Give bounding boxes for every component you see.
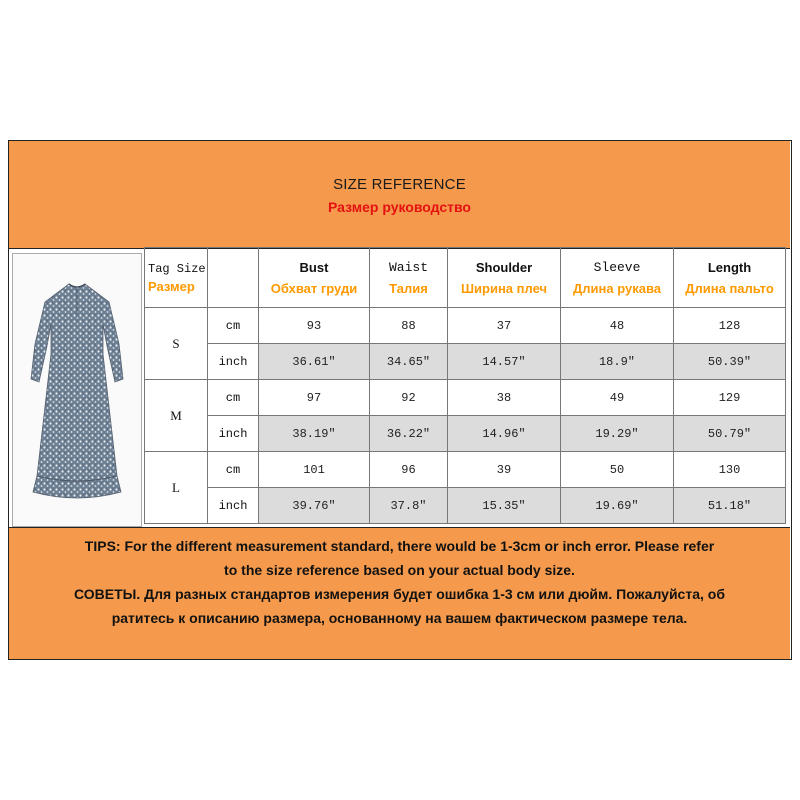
- tag-size-label: Tag Size: [148, 261, 206, 276]
- sleeve-inch: 18.9″: [561, 344, 674, 380]
- sleeve-inch: 19.29″: [561, 416, 674, 452]
- shoulder-inch: 14.96″: [448, 416, 561, 452]
- sleeve-inch: 19.69″: [561, 488, 674, 524]
- size-chart: [8, 140, 792, 660]
- col-label: Waist: [388, 259, 428, 275]
- tips-box: [9, 527, 790, 659]
- length-cm: 128: [674, 308, 786, 344]
- col-label-ru: Длина пальто: [685, 280, 774, 296]
- chart-header: [9, 141, 790, 249]
- table-row: [145, 308, 786, 344]
- waist-inch: 36.22″: [370, 416, 448, 452]
- col-label-ru: Ширина плеч: [460, 280, 548, 296]
- tips-line-1: TIPS: For the different measurement standard, there would be 1-3cm or inch error. Please refer: [84, 538, 715, 554]
- length-cm: 129: [674, 380, 786, 416]
- col-label: Sleeve: [593, 259, 641, 275]
- shoulder-cm: 38: [448, 380, 561, 416]
- length-cm: 130: [674, 452, 786, 488]
- size-label-m: M: [145, 380, 208, 452]
- table-row: [145, 488, 786, 524]
- unit-cm: cm: [208, 380, 259, 416]
- size-label-l: L: [145, 452, 208, 524]
- length-inch: 50.79″: [674, 416, 786, 452]
- tips-line-3-ru: СОВЕТЫ. Для разных стандартов измерения будет ошибка 1-3 см или дюйм. Пожалуйста, об: [74, 586, 725, 602]
- waist-cm: 88: [370, 308, 448, 344]
- col-header-shoulder: [448, 248, 561, 308]
- length-inch: 51.18″: [674, 488, 786, 524]
- col-header-bust: [259, 248, 370, 308]
- unit-inch: inch: [208, 344, 259, 380]
- col-label: Length: [707, 259, 752, 275]
- bust-cm: 101: [259, 452, 370, 488]
- tag-size-header: [145, 248, 208, 308]
- table-row: [145, 416, 786, 452]
- bust-inch: 36.61″: [259, 344, 370, 380]
- table-row: [145, 344, 786, 380]
- unit-cm: cm: [208, 452, 259, 488]
- size-table: [144, 247, 786, 524]
- col-header-length: [674, 248, 786, 308]
- tips-line-2: to the size reference based on your actual body size.: [224, 562, 575, 578]
- unit-inch: inch: [208, 488, 259, 524]
- col-label-ru: Длина рукава: [573, 280, 661, 296]
- col-header-waist: [370, 248, 448, 308]
- length-inch: 50.39″: [674, 344, 786, 380]
- bust-cm: 97: [259, 380, 370, 416]
- table-row: [145, 380, 786, 416]
- bust-inch: 38.19″: [259, 416, 370, 452]
- shoulder-cm: 39: [448, 452, 561, 488]
- col-label-ru: Талия: [389, 280, 428, 296]
- col-label: Shoulder: [475, 259, 533, 275]
- unit-header: [208, 248, 259, 308]
- table-row: [145, 452, 786, 488]
- sleeve-cm: 50: [561, 452, 674, 488]
- shoulder-cm: 37: [448, 308, 561, 344]
- waist-cm: 92: [370, 380, 448, 416]
- bust-cm: 93: [259, 308, 370, 344]
- unit-cm: cm: [208, 308, 259, 344]
- chart-title: SIZE REFERENCE: [333, 176, 466, 193]
- chart-subtitle: Размер руководство: [328, 199, 471, 215]
- unit-inch: inch: [208, 416, 259, 452]
- waist-inch: 34.65″: [370, 344, 448, 380]
- col-label-ru: Обхват груди: [270, 280, 358, 296]
- waist-inch: 37.8″: [370, 488, 448, 524]
- tips-line-4-ru: ратитесь к описанию размера, основанному на вашем фактическом размере тела.: [111, 610, 688, 626]
- dress-photo: [12, 253, 142, 527]
- sleeve-cm: 49: [561, 380, 674, 416]
- col-label: Bust: [299, 259, 329, 275]
- size-label-s: S: [145, 308, 208, 380]
- header-row: [145, 248, 786, 308]
- shoulder-inch: 15.35″: [448, 488, 561, 524]
- bust-inch: 39.76″: [259, 488, 370, 524]
- dress-icon: [13, 254, 141, 526]
- sleeve-cm: 48: [561, 308, 674, 344]
- tag-size-label-ru: Размер: [148, 278, 195, 294]
- waist-cm: 96: [370, 452, 448, 488]
- shoulder-inch: 14.57″: [448, 344, 561, 380]
- col-header-sleeve: [561, 248, 674, 308]
